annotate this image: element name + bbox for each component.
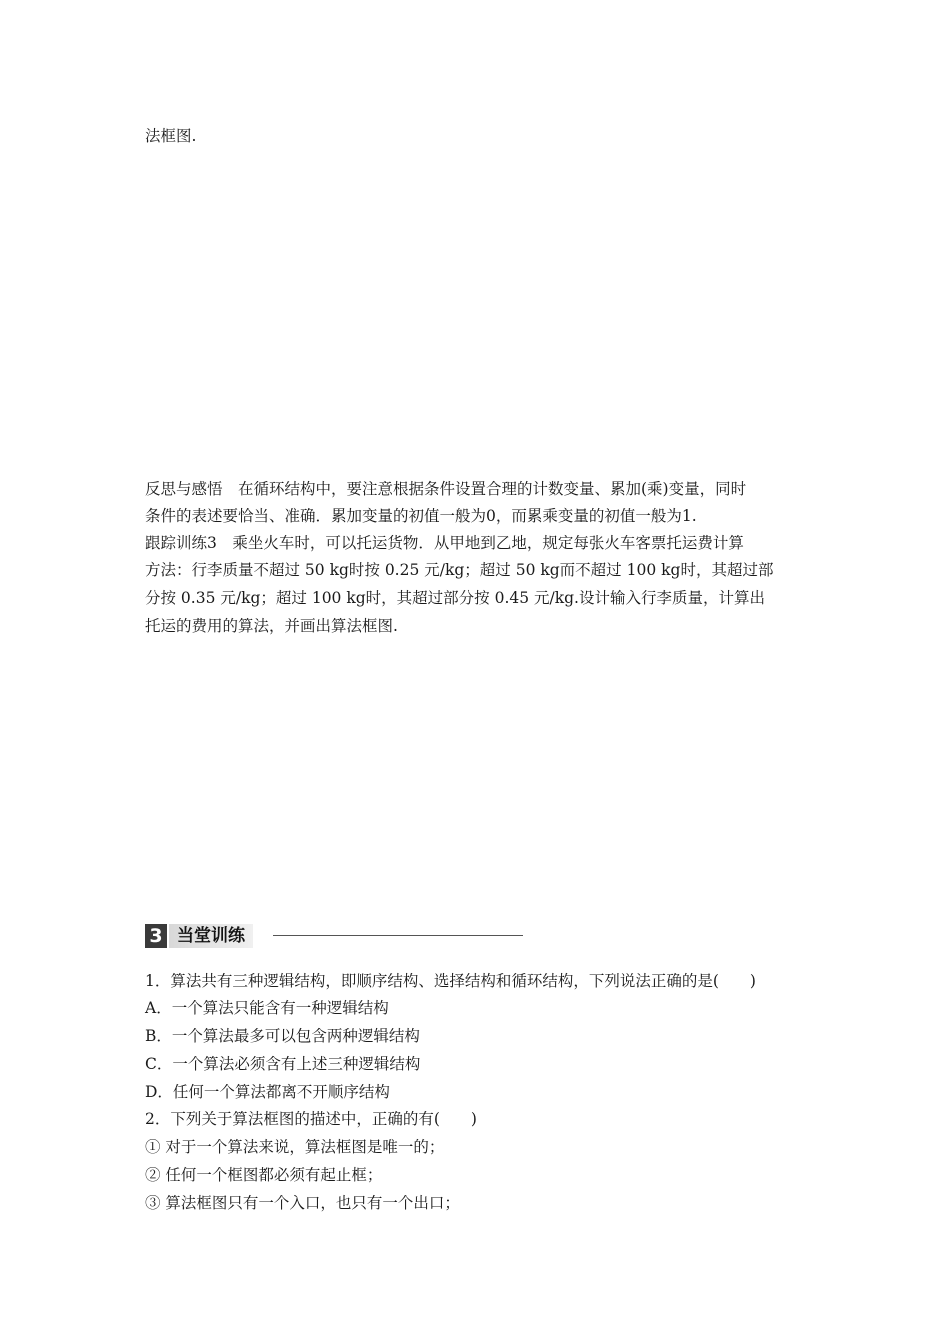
section-title: 当堂训练 <box>169 924 253 948</box>
question-2-stem: 2．下列关于算法框图的描述中，正确的有( ) <box>145 1110 477 1128</box>
question-1-stem: 1．算法共有三种逻辑结构，即顺序结构、选择结构和循环结构，下列说法正确的是( ) <box>145 972 756 990</box>
exercise3-line-2: 方法：行李质量不超过 50 kg时按 0.25 元/kg；超过 50 kg而不超过 100 kg时，其超过部 <box>145 561 774 579</box>
exercise3-line-3: 分按 0.35 元/kg；超过 100 kg时，其超过部分按 0.45 元/kg.设计输入行李质量，计算出 <box>145 589 765 607</box>
question-2-item-3: ③ 算法框图只有一个入口，也只有一个出口； <box>145 1194 460 1212</box>
section-header <box>145 924 525 948</box>
section-number-badge: 3 <box>145 924 167 948</box>
question-1-option-d: D．任何一个算法都离不开顺序结构 <box>145 1083 390 1101</box>
reflection-line-1: 反思与感悟 在循环结构中，要注意根据条件设置合理的计数变量、累加(乘)变量，同时 <box>145 480 747 498</box>
question-1-option-a: A．一个算法只能含有一种逻辑结构 <box>145 999 389 1017</box>
question-1-option-b: B．一个算法最多可以包含两种逻辑结构 <box>145 1027 420 1045</box>
reflection-line-2: 条件的表述要恰当、准确．累加变量的初值一般为0，而累乘变量的初值一般为1. <box>145 507 697 525</box>
exercise3-line-4: 托运的费用的算法，并画出算法框图. <box>145 617 398 635</box>
question-2-item-2: ② 任何一个框图都必须有起止框； <box>145 1166 383 1184</box>
question-2-item-1: ① 对于一个算法来说，算法框图是唯一的； <box>145 1138 445 1156</box>
section-divider <box>273 935 523 936</box>
question-1-option-c: C．一个算法必须含有上述三种逻辑结构 <box>145 1055 421 1073</box>
continued-text: 法框图. <box>145 127 197 145</box>
exercise3-line-1: 跟踪训练3 乘坐火车时，可以托运货物．从甲地到乙地，规定每张火车客票托运费计算 <box>145 534 744 552</box>
